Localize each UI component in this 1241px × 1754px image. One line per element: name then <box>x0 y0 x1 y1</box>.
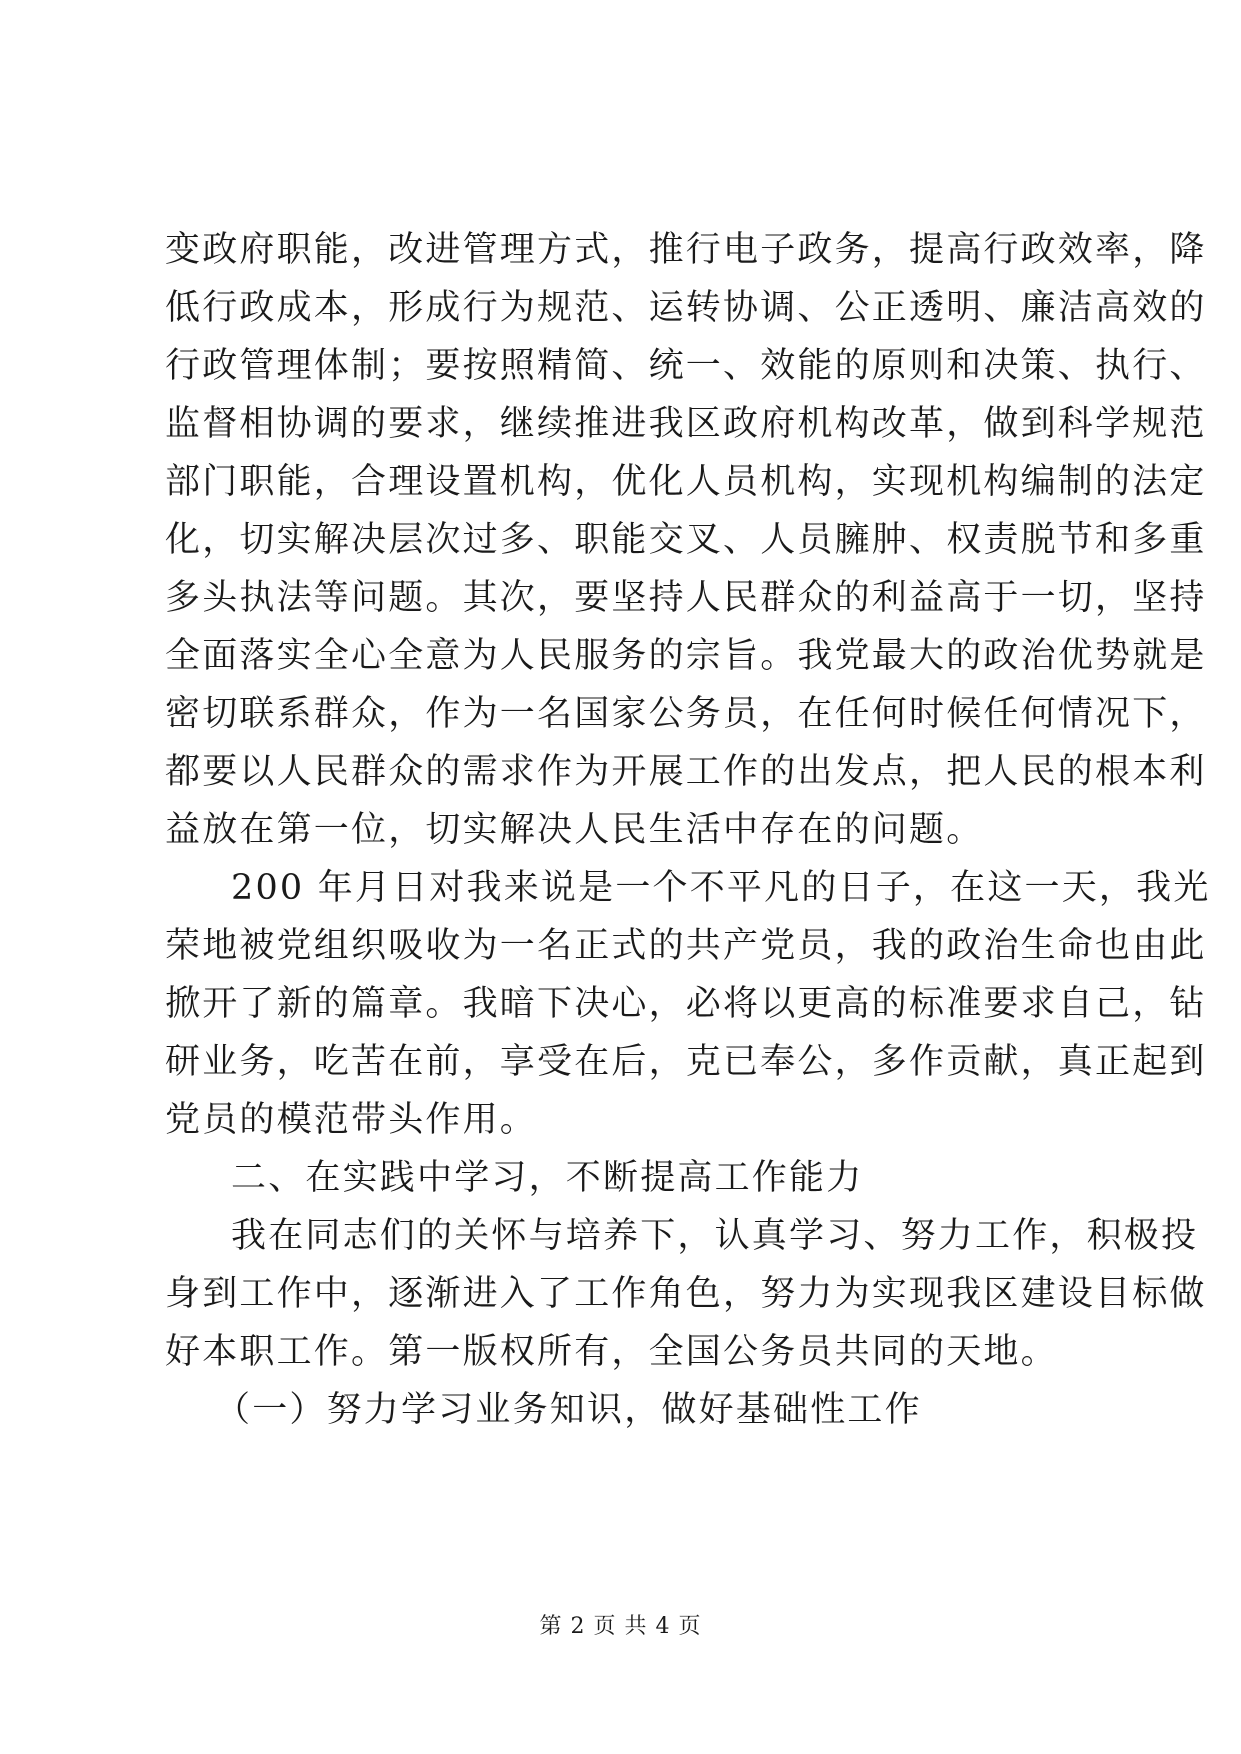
text-line: 都要以人民群众的需求作为开展工作的出发点，把人民的根本利 <box>165 752 1207 792</box>
text-line: 密切联系群众，作为一名国家公务员，在任何时候任何情况下， <box>165 694 1207 734</box>
text-line: 研业务，吃苦在前，享受在后，克已奉公，多作贡献，真正起到 <box>165 1042 1207 1082</box>
text-line: 化，切实解决层次过多、职能交叉、人员臃肿、权责脱节和多重 <box>165 520 1207 560</box>
text-line: 好本职工作。第一版权所有，全国公务员共同的天地。 <box>165 1332 1058 1372</box>
text-line: 多头执法等问题。其次，要坚持人民群众的利益高于一切，坚持 <box>165 578 1207 618</box>
text-line: 部门职能，合理设置机构，优化人员机构，实现机构编制的法定 <box>165 462 1207 502</box>
paragraph-first-line: 我在同志们的关怀与培养下，认真学习、努力工作，积极投 <box>231 1216 1199 1256</box>
text-line: 荣地被党组织吸收为一名正式的共产党员，我的政治生命也由此 <box>165 926 1207 966</box>
text-line: 掀开了新的篇章。我暗下决心，必将以更高的标准要求自己，钻 <box>165 984 1207 1024</box>
text-line: 党员的模范带头作用。 <box>165 1100 538 1140</box>
subsection-heading: （一）努力学习业务知识，做好基础性工作 <box>215 1390 922 1430</box>
paragraph-first-line: 200 年月日对我来说是一个不平凡的日子，在这一天，我光 <box>231 868 1211 908</box>
text-line: 益放在第一位，切实解决人民生活中存在的问题。 <box>165 810 984 850</box>
text-line: 低行政成本，形成行为规范、运转协调、公正透明、廉洁高效的 <box>165 288 1207 328</box>
text-line: 身到工作中，逐渐进入了工作角色，努力为实现我区建设目标做 <box>165 1274 1207 1314</box>
section-heading: 二、在实践中学习，不断提高工作能力 <box>231 1158 864 1198</box>
text-line: 行政管理体制；要按照精简、统一、效能的原则和决策、执行、 <box>165 346 1207 386</box>
text-line: 监督相协调的要求，继续推进我区政府机构改革，做到科学规范 <box>165 404 1207 444</box>
text-line: 全面落实全心全意为人民服务的宗旨。我党最大的政治优势就是 <box>165 636 1207 676</box>
page-number-footer: 第 2 页 共 4 页 <box>539 1614 702 1639</box>
text-line: 变政府职能，改进管理方式，推行电子政务，提高行政效率，降 <box>165 230 1207 270</box>
